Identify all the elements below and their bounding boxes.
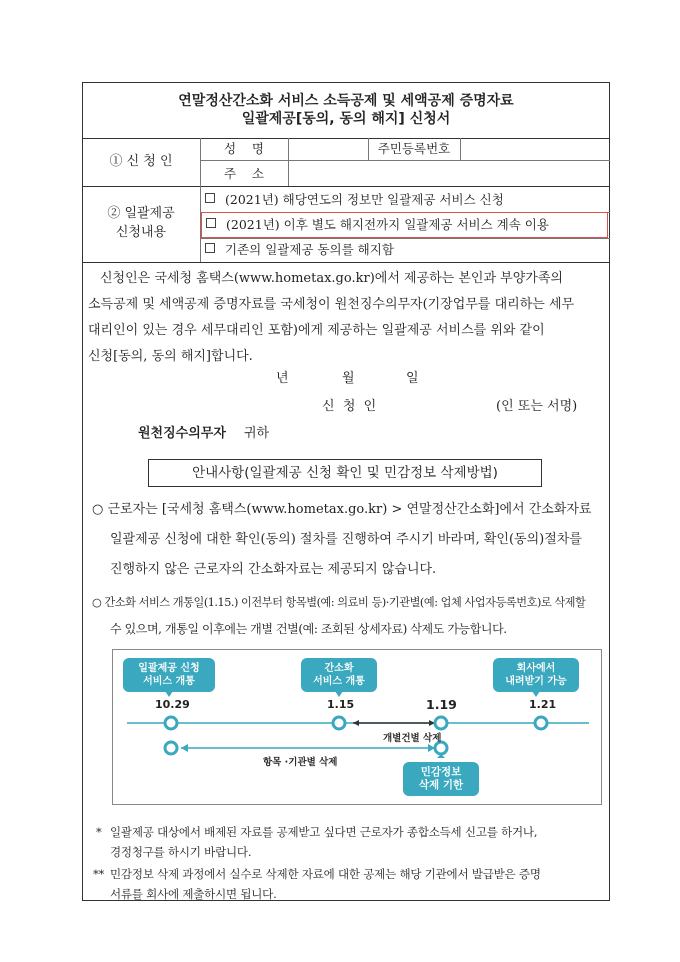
- note-line: 일괄제공 대상에서 배제된 자료를 공제받고 싶다면 근로자가 종합소득세 신고를 하거나,: [110, 825, 538, 839]
- applicant-section-label: ① 신 청 인: [109, 154, 173, 169]
- note-line: 경정청구를 하시기 바랍니다.: [110, 845, 252, 859]
- request-label-line1: ② 일괄제공: [107, 206, 175, 221]
- declaration-line: 신청[동의, 동의 해지]합니다.: [88, 349, 253, 364]
- declaration-line: 대리인이 있는 경우 세무대리인 포함)에게 제공하는 일괄제공 서비스를 위와 같이: [88, 323, 545, 338]
- individual-delete-label: 개별건별 삭제: [383, 733, 442, 744]
- date-marker: [165, 717, 177, 729]
- bubble-pointer: [532, 691, 540, 697]
- note-mark: *: [96, 825, 102, 839]
- bubble-text: 내려받기 가능: [505, 676, 567, 687]
- rrn-field[interactable]: [460, 138, 610, 160]
- recipient-label: 원천징수의무자: [138, 426, 226, 441]
- option-label: (2021년) 이후 별도 해지전까지 일괄제공 서비스 계속 이용: [226, 217, 549, 232]
- date-label-highlight: 1.19: [426, 697, 457, 712]
- bubble-pointer: [165, 691, 173, 697]
- date-label: 1.15: [327, 698, 355, 711]
- note-line: 민감정보 삭제 과정에서 실수로 삭제한 자료에 대한 공제는 해당 기관에서 발급받은 증명: [110, 867, 541, 881]
- note-line: 서류를 회사에 제출하시면 됩니다.: [110, 887, 277, 901]
- request-section-label: [82, 204, 200, 242]
- arrow-head: [181, 744, 188, 752]
- bubble-pointer: [335, 691, 343, 697]
- request-option[interactable]: [205, 187, 605, 212]
- signature-note: (인 또는 서명): [496, 399, 578, 414]
- form-title: [83, 83, 609, 139]
- category-delete-label: 항목 ·기관별 삭제: [263, 757, 338, 768]
- guide-line: 수 있으며, 개통일 이후에는 개별 건별(예: 조회된 상세자료) 삭제도 가능합니다.: [110, 622, 507, 636]
- name-field[interactable]: [288, 138, 368, 160]
- note-mark: **: [93, 867, 105, 881]
- bubble-text: 일괄제공 신청: [138, 663, 200, 674]
- recipient-suffix: 귀하: [244, 426, 270, 441]
- guide-item2: [92, 590, 612, 642]
- date-label: 10.29: [155, 698, 190, 711]
- divider: [82, 262, 610, 263]
- declaration-line: 신청인은 국세청 홈택스(www.hometax.go.kr)에서 제공하는 본인과 부양가족의: [100, 271, 563, 286]
- address-field[interactable]: [288, 161, 610, 186]
- date-marker: [435, 717, 447, 729]
- address-label: 주 소: [223, 166, 265, 181]
- date-marker: [535, 717, 547, 729]
- guide-item1: [92, 497, 610, 583]
- date-marker: [165, 742, 177, 754]
- arrow-head: [353, 720, 359, 726]
- guide-line: ○ 근로자는 [국세청 홈택스(www.hometax.go.kr) > 연말정산간소화]에서 간소화자료: [92, 502, 592, 517]
- timeline-diagram: [112, 649, 602, 805]
- option-label: 기존의 일괄제공 동의를 해지함: [225, 242, 394, 257]
- declaration-line: 소득공제 및 세액공제 증명자료를 국세청이 원천징수의무자(기장업무를 대리하는 세무: [88, 297, 575, 312]
- applicant-sign-label: 신 청 인: [322, 399, 377, 414]
- date-month: 월: [342, 371, 355, 386]
- date-marker: [333, 717, 345, 729]
- date-year: 년: [276, 371, 289, 386]
- timeline-graphic: [113, 650, 601, 804]
- request-option[interactable]: [205, 238, 605, 262]
- date-day: 일: [406, 371, 419, 386]
- bubble-deadline: [403, 762, 479, 796]
- title-line2: 일괄제공[동의, 동의 해지] 신청서: [241, 111, 451, 127]
- date-label: 1.21: [529, 698, 557, 711]
- option-label: (2021년) 해당연도의 정보만 일괄제공 서비스 신청: [225, 192, 504, 207]
- bubble-text: 서비스 개통: [143, 676, 195, 687]
- request-option-highlighted[interactable]: [201, 212, 608, 238]
- guide-line: ○ 간소화 서비스 개통일(1.15.) 이전부터 항목별(예: 의료비 등)·기관별(예: 업체 사업자등록번호)로 삭제할: [92, 596, 586, 609]
- bubble-text: 서비스 개통: [313, 676, 365, 687]
- guide-line: 일괄제공 신청에 대한 확인(동의) 절차를 진행하여 주시기 바라며, 확인(동의)절차를: [110, 532, 582, 547]
- bubble-text: 민감정보: [420, 766, 462, 778]
- rrn-label: 주민등록번호: [377, 141, 451, 156]
- guide-line: 진행하지 않은 근로자의 간소화자료는 제공되지 않습니다.: [110, 562, 437, 577]
- title-line1: 연말정산간소화 서비스 소득공제 및 세액공제 증명자료: [178, 93, 514, 109]
- name-label: 성 명: [223, 141, 265, 156]
- checkbox[interactable]: [205, 193, 215, 203]
- bubble-text: 삭제 기한: [418, 779, 464, 791]
- declaration-text: [88, 266, 606, 370]
- request-label-line2: 신청내용: [115, 225, 167, 240]
- bubble-text: 회사에서: [516, 663, 556, 674]
- guide-heading: 안내사항(일괄제공 신청 확인 및 민감정보 삭제방법): [148, 459, 542, 487]
- bubble-text: 간소화: [324, 663, 354, 674]
- checkbox[interactable]: [206, 218, 216, 228]
- checkbox[interactable]: [205, 243, 215, 253]
